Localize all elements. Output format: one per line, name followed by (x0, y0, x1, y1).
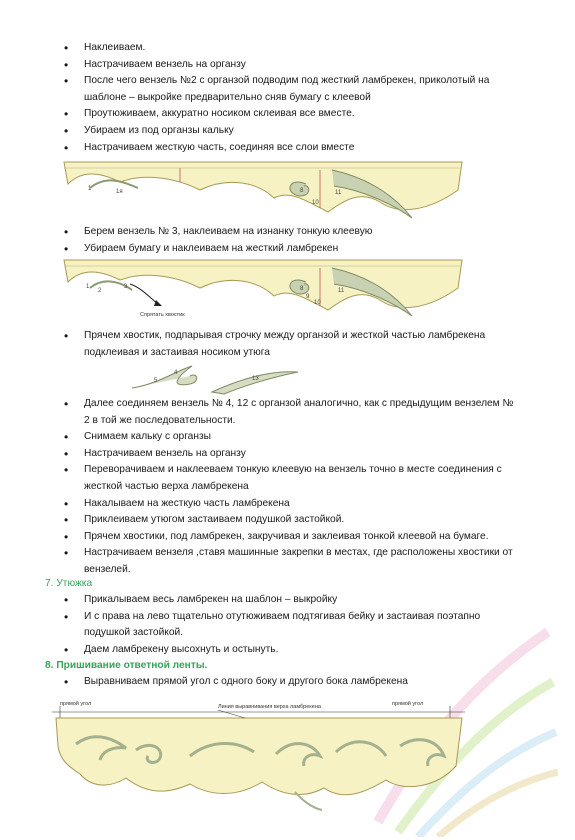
list-item: • Настрачиваем вензель на органзу (64, 446, 519, 463)
figure1-label: 8 (300, 188, 304, 194)
figure2-label: 2 (98, 288, 102, 294)
list-item: • Прячем хвостик, подпарывая строчку между органзой и жесткой частью ламбрекена подклеивая и застаивая носиком утюга (64, 328, 519, 361)
lambrequin-alignment-diagram (40, 696, 470, 824)
figure4-label-center: Линия выравнивания верха ламбрекена (218, 704, 321, 710)
figure2-label: 9 (306, 294, 310, 300)
figure1-label: 1я (116, 189, 123, 195)
figure1-label: 10 (312, 200, 319, 206)
list-item: • Даем ламбрекену высохнуть и остынуть. (64, 642, 519, 659)
list-item: • Убираем из под органзы кальку (64, 123, 519, 140)
list-item: • Берем вензель № 3, наклеиваем на изнанку тонкую клеевую (64, 224, 519, 241)
figure3-label: 4 (174, 370, 178, 376)
step-list-4 (64, 396, 519, 579)
lambrequin-diagram-2 (60, 258, 470, 320)
list-item: • Проутюживаем, аккуратно носиком склеивая все вместе. (64, 106, 519, 123)
list-item: • Настрачиваем жесткую часть, соединяя все слои вместе (64, 140, 519, 157)
figure2-caption: Спрятать хвостик (140, 312, 185, 318)
list-item: • Далее соединяем вензель № 4, 12 с органзой аналогично, как с предыдущим вензелем № 2 в той же последовательности. (64, 396, 519, 429)
figure2-label: 1 (86, 284, 90, 290)
figure2-label: 10 (314, 300, 321, 306)
list-item: • Переворачиваем и наклееваем тонкую клеевую на вензель точно в месте соединения с жесткой частью верха ламбрекена (64, 462, 519, 495)
figure1-label: 1 (88, 186, 92, 192)
list-item: • После чего вензель №2 с органзой подводим под жесткий ламбрекен, приколотый на шаблоне – выкройке предварительно сняв бумагу с клеевой (64, 73, 519, 106)
section-heading-8: 8. Пришивание ответной ленты. (45, 660, 208, 671)
list-item: • Настрачиваем вензель на органзу (64, 57, 519, 74)
list-item: • Накалываем на жесткую часть ламбрекена (64, 496, 519, 513)
figure2-label: 11 (338, 288, 345, 294)
list-item: • Настрачиваем вензеля ,ставя машинные закрепки в местах, где расположены хвостики от вензелей. (64, 545, 519, 578)
step-list-2 (64, 224, 519, 257)
list-item: • Убираем бумагу и наклеиваем на жесткий ламбрекен (64, 241, 519, 258)
list-item: • Снимаем кальку с органзы (64, 429, 519, 446)
list-item: • Приклеиваем утюгом застаиваем подушкой застойкой. (64, 512, 519, 529)
step-list-1 (64, 40, 519, 156)
lambrequin-diagram-1 (60, 160, 470, 222)
list-item: • Наклеиваем. (64, 40, 519, 57)
section-heading-7: 7. Утюжка (45, 578, 93, 589)
figure1-label: 11 (335, 190, 342, 196)
figure4-label-left: прямой угол (60, 701, 92, 707)
figure4-label-right: прямой угол (392, 701, 424, 707)
list-item: • Прикалываем весь ламбрекен на шаблон – выкройку (64, 592, 519, 609)
list-item: • Выравниваем прямой угол с одного боку и другого бока ламбрекена (64, 674, 519, 691)
list-item: • И с права на лево тщательно отутюживаем подтягивая бейку и застаивая поэтапно подушкой застойкой. (64, 609, 519, 642)
step-list-3 (64, 328, 519, 361)
figure3-label: 5 (154, 378, 158, 384)
list-item: • Прячем хвостики, под ламбрекен, закручивая и заклеивая тонкой клеевой на бумаге. (64, 529, 519, 546)
figure3-label: 13 (252, 376, 259, 382)
figure2-label: 3 (124, 284, 128, 290)
swirl-pieces-diagram (128, 362, 308, 396)
figure2-label: 8 (300, 286, 304, 292)
